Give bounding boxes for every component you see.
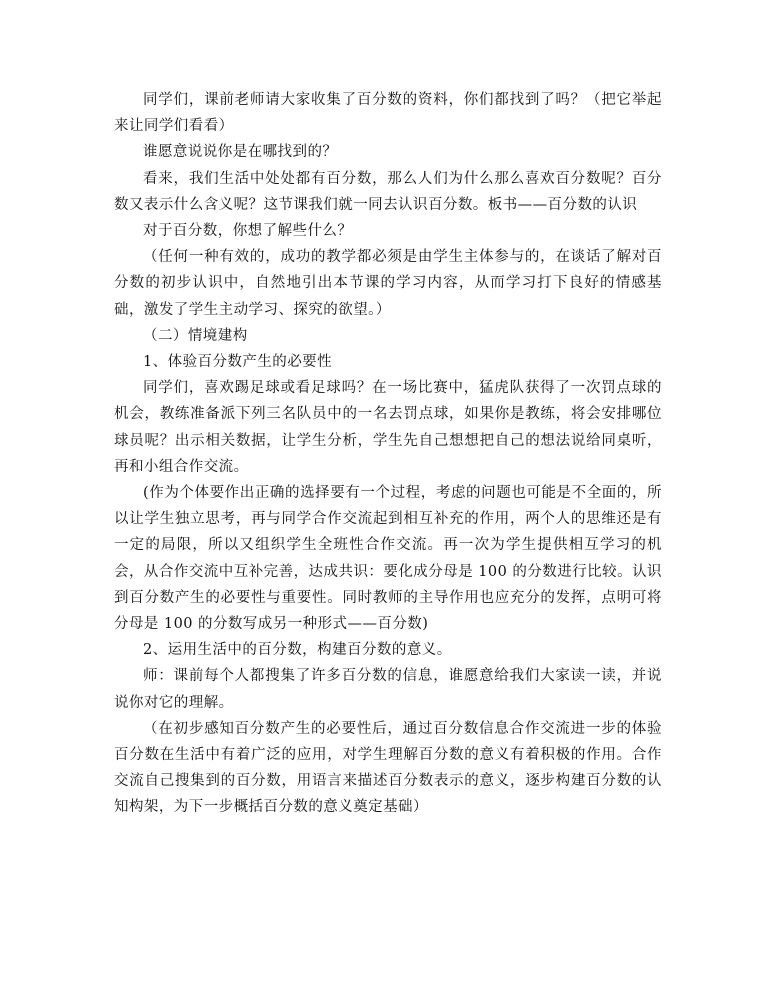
section-heading: （二）情境建构	[143, 327, 248, 344]
paragraph: 看来，我们生活中处处都有百分数，那么人们为什么那么喜欢百分数呢？百分数又表示什么含义呢？这节课我们就一同去认识百分数。板书——百分数的认识	[114, 170, 662, 213]
paragraph: 同学们，喜欢踢足球或看足球吗？在一场比赛中，猛虎队获得了一次罚点球的机会，教练准备派下列三名队员中的一名去罚点球，如果你是教练，将会安排哪位球员呢？出示相关数据，让学生分析，学生先自己想想把自己的想法说给同桌听，再和小组合作交流。	[114, 380, 662, 475]
paragraph: （任何一种有效的，成功的教学都必须是由学生主体参与的，在谈话了解对百分数的初步认识中，自然地引出本节课的学习内容，从而学习打下良好的情感基础，激发了学生主动学习、探究的欲望。）	[114, 249, 662, 318]
paragraph: (作为个体要作出正确的选择要有一个过程，考虑的问题也可能是不全面的，所以让学生独立思考，再与同学合作交流起到相互补充的作用，两个人的思维还是有一定的局限，所以又组织学生全班性合作交流。再一次为学生提供相互学习的机会，从合作交流中互补完善，达成共识：要化成分母是 100 的分数进行比较。认识到百分数产生的必要性与重要性。同时教师的主导作用也应充分的发挥，点明可将分母是 100 的分数写成另一种形式——百分数)	[114, 485, 662, 633]
paragraph: 同学们，课前老师请大家收集了百分数的资料，你们都找到了吗？（把它举起来让同学们看看）	[114, 92, 662, 135]
subsection-heading: 2、运用生活中的百分数，构建百分数的意义。	[143, 642, 452, 659]
paragraph: （在初步感知百分数产生的必要性后，通过百分数信息合作交流进一步的体验百分数在生活中有着广泛的应用，对学生理解百分数的意义有着积极的作用。合作交流自己搜集到的百分数，用语言来描述百分数表示的意义，逐步构建百分数的认知构架，为下一步概括百分数的意义奠定基础）	[114, 720, 662, 816]
paragraph: 对于百分数，你想了解些什么？	[143, 223, 353, 240]
paragraph: 师：课前每个人都搜集了许多百分数的信息，谁愿意给我们大家读一读，并说说你对它的理解。	[114, 668, 662, 711]
paragraph: 谁愿意说说你是在哪找到的？	[143, 144, 338, 161]
document-body	[114, 87, 662, 821]
subsection-heading: 1、体验百分数产生的必要性	[143, 354, 333, 371]
